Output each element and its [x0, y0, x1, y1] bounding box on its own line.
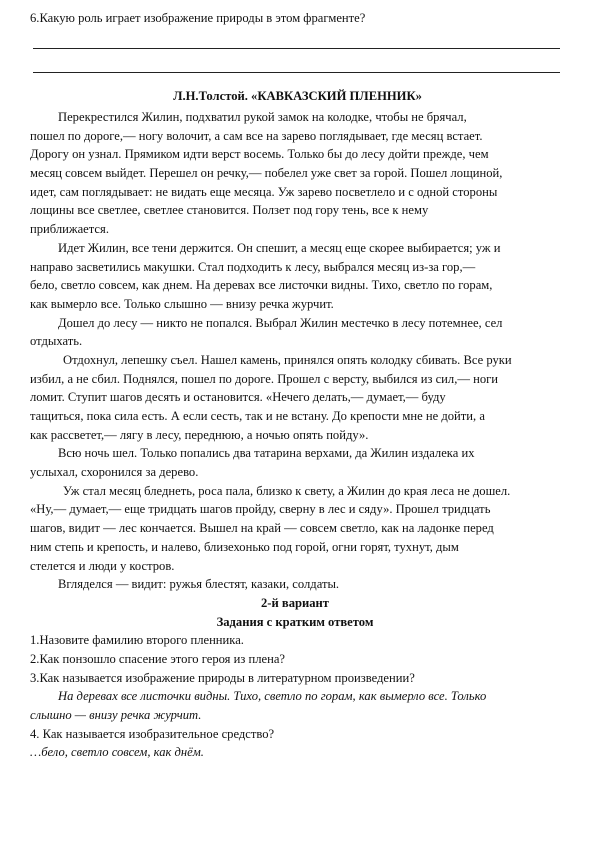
text-line: бело, светло совсем, как днем. На деревах все листочки видны. Тихо, светло по горам,	[30, 278, 493, 293]
text-line: Дошел до лесу — никто не попался. Выбрал Жилин местечко в лесу потемнее, сел	[58, 315, 503, 330]
task-3-quote: На деревах все листочки видны. Тихо, светло по горам, как вымерло все. Только	[58, 689, 487, 704]
tasks-heading: Задания с кратким ответом	[216, 614, 374, 629]
task-4: 4. Как называется изобразительное средство?	[30, 726, 275, 741]
text-line: приближается.	[30, 222, 109, 237]
text-line: стелется и люди у костров.	[30, 558, 175, 573]
text-line: как рассветет,— лягу в лесу, переднюю, а ночью опять пойду».	[30, 427, 369, 442]
task-2: 2.Как понзошло спасение этого героя из плена?	[30, 651, 286, 666]
task-4-quote: …бело, светло совсем, как днём.	[30, 745, 204, 760]
text-line: отдыхать.	[30, 334, 83, 349]
text-line: «Ну,— думает,— еще тридцать шагов пройду, сверну в лес и сяду». Прошел тридцать	[30, 502, 491, 517]
text-line: ломит. Ступит шагов десять и остановится. «Нечего делать,— думает,— буду	[30, 390, 446, 405]
text-line: шагов, видит — лес кончается. Вышел на край — совсем светло, как на ладонке перед	[30, 521, 494, 536]
text-line: направо засветились макушки. Стал подходить к лесу, выбрался месяц из-за гор,—	[30, 259, 476, 274]
answer-line	[33, 48, 560, 49]
text-line: Всю ночь шел. Только попались два татарина верхами, да Жилин издалека их	[58, 446, 475, 461]
question-6: 6.Какую роль играет изображение природы в этом фрагменте?	[30, 11, 366, 25]
text-line: тащиться, пока сила есть. А если сесть, так и не встану. До крепости мне не дойти, а	[30, 409, 485, 423]
text-line: Уж стал месяц бледнеть, роса пала, близко к свету, а Жилин до края леса не дошел.	[63, 483, 511, 498]
text-line: пошел по дороге,— ногу волочит, а сам все на зарево поглядывает, где месяц встает.	[30, 128, 483, 143]
text-line: ним степь и крепость, и налево, близехонько под горой, огни горят, тухнут, дым	[30, 539, 459, 554]
variant-heading: 2-й вариант	[261, 595, 329, 610]
text-line: избил, а не сбил. Поднялся, пошел по дороге. Прошел с версту, выбился из сил,— ноги	[30, 371, 499, 386]
story-text	[30, 108, 560, 762]
text-line: лощины все светлее, светлее становится. Ползет под гору тень, все к нему	[30, 203, 429, 218]
text-line: Вгляделся — видит: ружья блестят, казаки, солдаты.	[58, 577, 340, 592]
text-line: услыхал, схоронился за дерево.	[30, 465, 199, 480]
task-3-quote: слышно — внизу речка журчит.	[30, 708, 202, 722]
task-3: 3.Как называется изображение природы в литературном произведении?	[30, 670, 415, 685]
text-line: Перекрестился Жилин, подхватил рукой замок на колодке, чтобы не брячал,	[58, 110, 467, 124]
text-line: как вымерло все. Только слышно — внизу речка журчит.	[30, 296, 334, 311]
text-line: Идет Жилин, все тени держится. Он спешит, а месяц еще скорее выбирается; уж и	[58, 240, 501, 255]
text-line: идет, сам поглядывает: не видать еще месяца. Уж зарево посветлело и с одной стороны	[30, 184, 498, 199]
text-line: Отдохнул, лепешку съел. Нашел камень, принялся опять колодку сбивать. Все руки	[63, 352, 512, 367]
text-line: Дорогу он узнал. Прямиком идти верст восемь. Только бы до лесу дойти прежде, чем	[30, 147, 489, 162]
text-line: месяц совсем выйдет. Перешел он речку,— побелел уже свет за горой. Пошел лощиной,	[30, 166, 503, 181]
story-title: Л.Н.Толстой. «КАВКАЗСКИЙ ПЛЕННИК»	[173, 89, 422, 103]
answer-line	[33, 72, 560, 73]
task-1: 1.Назовите фамилию второго пленника.	[30, 633, 244, 648]
